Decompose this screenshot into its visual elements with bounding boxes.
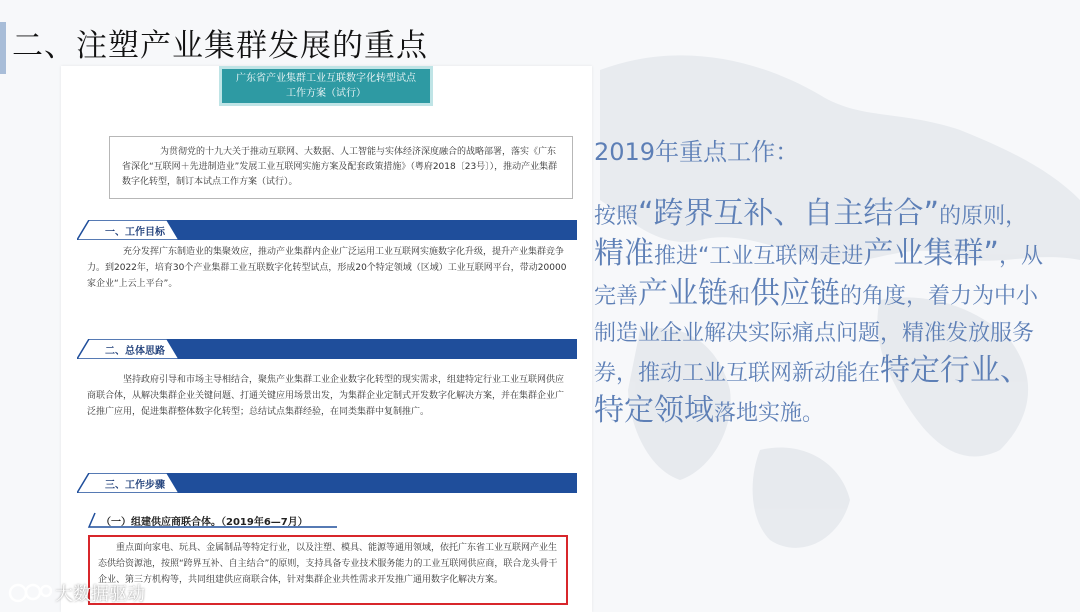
section-body-approach [87,372,567,420]
summary-emphasis: 特定行业、特定领域 [594,353,1031,428]
section-header-steps [77,473,577,493]
section-header-approach [77,339,577,359]
summary-text: 的原则， [939,204,1028,229]
subsection-label: （一）组建供应商联合体。（2019年6—7月） [101,517,308,528]
summary-text: “工业互联网走进 [698,244,864,269]
section-text-approach: 坚持政府引导和市场主导相结合，聚焦产业集群工业企业数字化转型的现实需求，组建特定行业工业互联网供应商联合体，从解决集群企业关键问题、打通关键应用场景出发，为集群企业定制式开发数字化解决方案，并在集群企业广泛推广应用，促进集群整体数字化转型；总结试点集群经验，在同类集群中复制推广。 [87,375,565,417]
summary-body [594,195,1054,432]
subsection-header [87,511,337,529]
section-text-goals: 充分发挥广东制造业的集聚效应，推动产业集群内企业广泛运用工业互联网实施数字化升级，提升产业集群竞争力。到2022年，培育30个产业集群工业互联数字化转型试点，形成20个特定领域（区域）工业互联网平台，带动20000家企业“上云上平台”。 [87,247,567,289]
title-accent-bar [0,22,6,74]
summary-text: 按照 [594,204,639,229]
section-label-goals: 一、工作目标 [105,227,165,238]
summary-emphasis: 精准 [594,236,654,271]
section-body-goals [87,244,567,292]
summary-emphasis: 供应链 [750,276,841,311]
highlighted-paragraph [88,535,568,605]
document-header-line2: 工作方案（试行） [286,88,366,99]
highlighted-paragraph-text: 重点面向家电、玩具、金属制品等特定行业，以及注塑、模具、能源等通用领域，依托广东省工业互联网产业生态供给资源池，按照“跨界互补、自主结合”的原则，支持具备专业技术服务能力的工业互联网供应商，联合龙头骨干企业、第三方机构等，共同组建供应商联合体，针对集群企业共性需求开发推广通用数字化解决方案。 [98,543,558,585]
summary-emphasis: 产业集群” [863,236,999,271]
slide-title: 二、注塑产业集群发展的重点 [12,28,428,64]
summary-emphasis: “跨界互补、自主结合” [638,196,940,231]
section-header-goals [77,220,577,240]
section-label-steps: 三、工作步骤 [105,480,165,491]
summary-text: 和 [728,284,751,309]
document-header-line1: 广东省产业集群工业互联数字化转型试点 [236,73,416,84]
policy-document-image [61,66,592,612]
document-intro-text: 为贯彻党的十九大关于推动互联网、大数据、人工智能与实体经济深度融合的战略部署，落实《广东省深化“互联网＋先进制造业”发展工业互联网实施方案及配套政策措施》（粤府2018〔23号〕），推动产业集群数字化转型，制订本试点工作方案（试行）。 [122,147,558,187]
document-header [219,66,433,106]
key-work-summary [594,135,1054,432]
watermark-logo-icon [8,579,52,605]
document-intro [109,136,573,199]
summary-text: 落地实施。 [714,401,825,426]
summary-text: ，从完善 [594,244,1043,309]
watermark-text: 大数据驱动 [55,584,145,605]
summary-text: 的角度，着力为中小制造业企业解决实际痛点问题，精准发放服务券，推动工业互联网新动能在 [594,284,1039,386]
section-label-approach: 二、总体思路 [105,346,165,357]
summary-emphasis: 产业链 [638,276,729,311]
summary-text: 推进 [654,244,699,269]
summary-heading: 2019年重点工作： [594,138,800,166]
